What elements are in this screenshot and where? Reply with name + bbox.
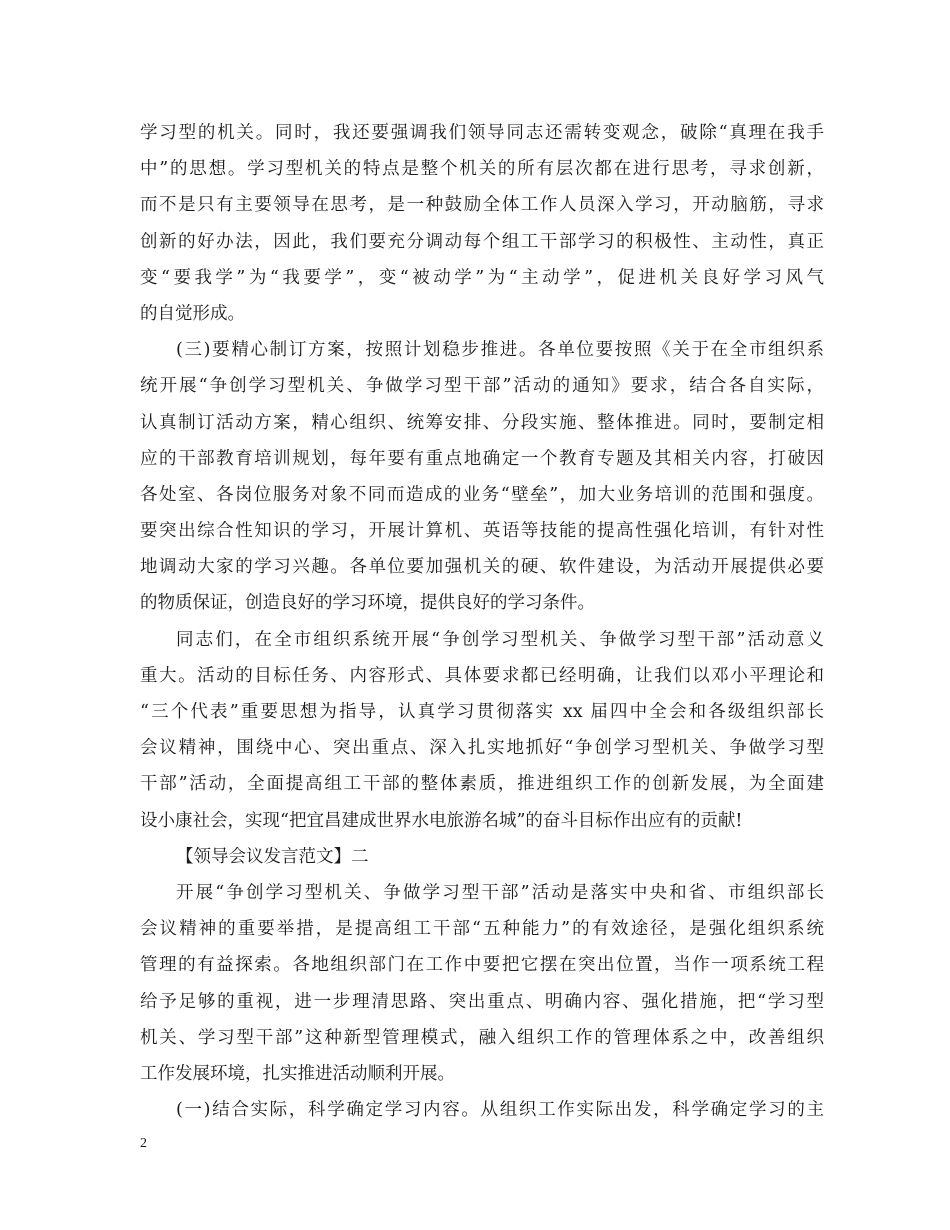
text-line: 创新的好办法，因此，我们要充分调动每个组工干部学习的积极性、主动性，真正	[140, 231, 824, 252]
text-line: 给予足够的重视，进一步理清思路、突出重点、明确内容、强化措施，把“学习型	[140, 991, 824, 1012]
text-line: 要突出综合性知识的学习，开展计算机、英语等技能的提高性强化培训，有针对性	[140, 521, 824, 542]
text-line: “三个代表”重要思想为指导，认真学习贯彻落实 xx 届四中全会和各级组织部长	[140, 702, 824, 722]
text-line: 变“要我学”为“我要学”，变“被动学”为“主动学”，促进机关良好学习风气	[140, 267, 824, 288]
text-line: 干部”活动，全面提高组工干部的整体素质，推进组织工作的创新发展，为全面建	[140, 774, 824, 795]
text-line: (一)结合实际，科学确定学习内容。从组织工作实际出发，科学确定学习的主	[176, 1100, 824, 1121]
text-line: 中”的思想。学习型机关的特点是整个机关的所有层次都在进行思考，寻求创新，	[140, 159, 824, 180]
text-line: 【领导会议发言范文】二	[176, 846, 369, 867]
text-line: (三)要精心制订方案，按照计划稳步推进。各单位要按照《关于在全市组织系	[176, 340, 824, 361]
text-line: 机关、学习型干部”这种新型管理模式，融入组织工作的管理体系之中，改善组织	[140, 1027, 824, 1048]
body-text	[140, 115, 824, 1128]
text-line: 认真制订活动方案，精心组织、统筹安排、分段实施、整体推进。同时，要制定相	[140, 412, 824, 433]
text-line: 会议精神的重要举措，是提高组工干部“五种能力”的有效途径，是强化组织系统	[140, 919, 824, 940]
text-line: 学习型的机关。同时，我还要强调我们领导同志还需转变观念，破除“真理在我手	[140, 123, 824, 143]
text-line: 地调动大家的学习兴趣。各单位要加强机关的硬、软件建设，为活动开展提供必要	[140, 557, 824, 578]
text-line: 各处室、各岗位服务对象不同而造成的业务“壁垒”，加大业务培训的范围和强度。	[140, 484, 824, 505]
text-line: 开展“争创学习型机关、争做学习型干部”活动是落实中央和省、市组织部长	[176, 882, 824, 903]
page-number: 2	[140, 1136, 147, 1151]
text-line: 重大。活动的目标任务、内容形式、具体要求都已经明确，让我们以邓小平理论和	[140, 665, 824, 686]
text-line: 同志们，在全市组织系统开展“争创学习型机关、争做学习型干部”活动意义	[176, 629, 824, 650]
text-line: 统开展“争创学习型机关、争做学习型干部”活动的通知》要求，结合各自实际，	[140, 376, 824, 397]
text-line: 而不是只有主要领导在思考，是一种鼓励全体工作人员深入学习，开动脑筋，寻求	[140, 195, 824, 216]
text-line: 的物质保证，创造良好的学习环境，提供良好的学习条件。	[140, 593, 595, 614]
text-line: 工作发展环境，扎实推进活动顺利开展。	[140, 1063, 455, 1084]
text-line: 设小康社会，实现“把宜昌建成世界水电旅游名城”的奋斗目标作出应有的贡献!	[140, 810, 743, 831]
text-line: 管理的有益探索。各地组织部门在工作中要把它摆在突出位置，当作一项系统工程	[140, 955, 824, 976]
text-line: 的自觉形成。	[140, 303, 245, 324]
text-line: 应的干部教育培训规划，每年要有重点地确定一个教育专题及其相关内容，打破因	[140, 448, 824, 469]
text-line: 会议精神，围绕中心、突出重点、深入扎实地抓好“争创学习型机关、争做学习型	[140, 738, 824, 759]
